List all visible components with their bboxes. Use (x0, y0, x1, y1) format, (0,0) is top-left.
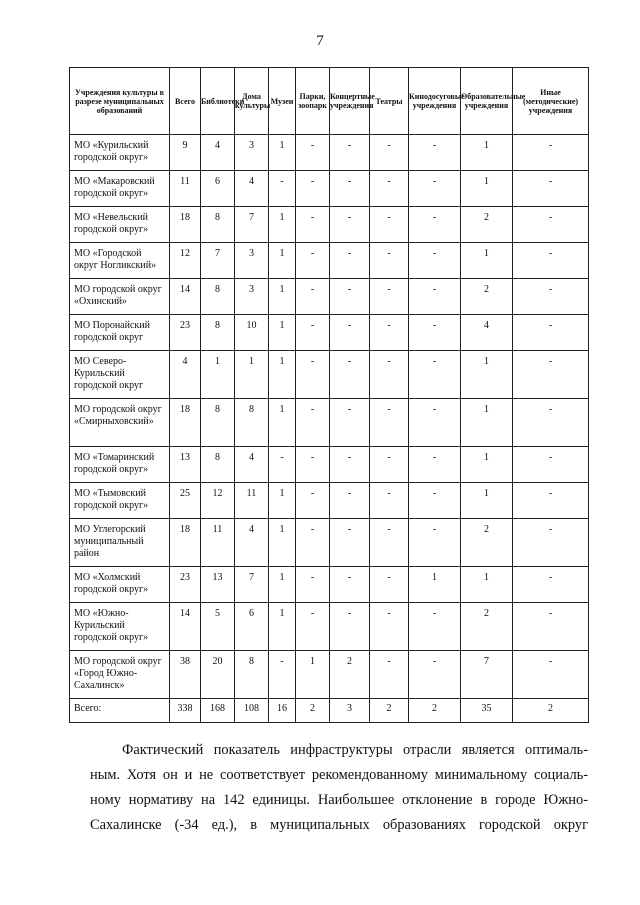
header-theatres: Театры (370, 68, 409, 135)
header-educational: Образовательные учреждения (461, 68, 513, 135)
table-cell: - (370, 207, 409, 243)
header-total: Всего (170, 68, 201, 135)
table-cell: - (513, 279, 589, 315)
table-cell: - (370, 519, 409, 567)
table-cell: 20 (201, 651, 235, 699)
table-cell: 14 (170, 279, 201, 315)
municipality-name: МО Углегорский муниципальный район (70, 519, 170, 567)
table-cell: 11 (201, 519, 235, 567)
table-cell: 1 (461, 171, 513, 207)
table-cell: 8 (201, 399, 235, 447)
table-cell: - (296, 351, 330, 399)
table-cell: - (409, 207, 461, 243)
header-culture-houses: Дома культуры (235, 68, 269, 135)
table-cell: 1 (201, 351, 235, 399)
table-cell: - (409, 651, 461, 699)
table-cell: 5 (201, 603, 235, 651)
table-cell: 1 (269, 351, 296, 399)
header-museums: Музеи (269, 68, 296, 135)
table-cell: 1 (296, 651, 330, 699)
table-cell: - (330, 351, 370, 399)
table-cell: 3 (235, 279, 269, 315)
table-cell: - (296, 519, 330, 567)
table-cell: 2 (461, 279, 513, 315)
table-cell: - (370, 171, 409, 207)
table-cell: - (513, 135, 589, 171)
table-cell: - (409, 483, 461, 519)
table-cell: 1 (409, 567, 461, 603)
table-row (70, 351, 589, 399)
header-concert: Концертные учреждения (330, 68, 370, 135)
table-cell: 2 (461, 603, 513, 651)
table-cell: - (513, 447, 589, 483)
total-cell: 338 (170, 699, 201, 723)
table-cell: 3 (235, 243, 269, 279)
table-cell: 1 (235, 351, 269, 399)
total-cell: 2 (513, 699, 589, 723)
table-cell: - (370, 483, 409, 519)
table-cell: 1 (269, 483, 296, 519)
municipality-name: МО городской округ «Город Южно-Сахалинск» (70, 651, 170, 699)
table-cell: 3 (235, 135, 269, 171)
table-cell: 4 (170, 351, 201, 399)
table-cell: - (513, 243, 589, 279)
table-row (70, 651, 589, 699)
table-cell: 18 (170, 399, 201, 447)
table-cell: 11 (170, 171, 201, 207)
table-cell: 4 (235, 519, 269, 567)
header-other: Иные (методические) учреждения (513, 68, 589, 135)
table-cell: 1 (269, 207, 296, 243)
table-cell: - (513, 567, 589, 603)
total-cell: 3 (330, 699, 370, 723)
table-cell: - (370, 243, 409, 279)
table-cell: 1 (269, 315, 296, 351)
table-cell: - (513, 603, 589, 651)
table-cell: - (513, 519, 589, 567)
table-cell: - (269, 447, 296, 483)
total-cell: 2 (370, 699, 409, 723)
table-cell: 12 (170, 243, 201, 279)
table-cell: 13 (201, 567, 235, 603)
header-libraries: Библиотеки (201, 68, 235, 135)
table-row (70, 207, 589, 243)
table-cell: - (513, 351, 589, 399)
table-cell: - (370, 651, 409, 699)
table-cell: - (296, 567, 330, 603)
table-cell: 14 (170, 603, 201, 651)
table-row (70, 171, 589, 207)
table-cell: 2 (461, 519, 513, 567)
table-cell: 1 (269, 279, 296, 315)
table-cell: - (370, 399, 409, 447)
table-cell: 4 (235, 447, 269, 483)
table-cell: 18 (170, 207, 201, 243)
table-cell: 7 (461, 651, 513, 699)
table-cell: 1 (269, 135, 296, 171)
table-cell: 18 (170, 519, 201, 567)
table-cell: - (330, 135, 370, 171)
table-cell: - (330, 207, 370, 243)
table-cell: - (409, 603, 461, 651)
table-cell: - (330, 567, 370, 603)
table-cell: 4 (235, 171, 269, 207)
table-cell: 4 (461, 315, 513, 351)
table-cell: 1 (269, 603, 296, 651)
table-cell: - (409, 243, 461, 279)
table-cell: 8 (201, 279, 235, 315)
table-cell: - (370, 603, 409, 651)
table-cell: 1 (461, 351, 513, 399)
municipality-name: МО «Городской округ Ногликский» (70, 243, 170, 279)
total-cell: 2 (296, 699, 330, 723)
table-cell: - (330, 519, 370, 567)
table-row (70, 567, 589, 603)
table-cell: 1 (461, 483, 513, 519)
table-cell: 8 (235, 651, 269, 699)
table-cell: - (513, 315, 589, 351)
total-cell: 168 (201, 699, 235, 723)
municipality-name: МО Северо-Курильский городской округ (70, 351, 170, 399)
table-cell: - (296, 135, 330, 171)
total-cell: 35 (461, 699, 513, 723)
table-cell: - (513, 483, 589, 519)
table-cell: - (370, 315, 409, 351)
table-cell: 9 (170, 135, 201, 171)
total-cell: 16 (269, 699, 296, 723)
table-cell: - (296, 315, 330, 351)
table-cell: 2 (461, 207, 513, 243)
table-cell: 2 (330, 651, 370, 699)
table-cell: 8 (235, 399, 269, 447)
table-cell: - (330, 483, 370, 519)
table-cell: 1 (461, 399, 513, 447)
header-cinema: Кинодосуговые учреждения (409, 68, 461, 135)
table-cell: - (330, 315, 370, 351)
table-cell: - (269, 171, 296, 207)
municipality-name: МО «Курильский городской округ» (70, 135, 170, 171)
table-cell: - (409, 171, 461, 207)
table-cell: - (269, 651, 296, 699)
table-row (70, 399, 589, 447)
table-cell: 1 (461, 135, 513, 171)
paragraph-line: ному нормативу на 142 единицы. Наибольшее отклонение в городе Южно- (90, 792, 588, 808)
table-cell: 13 (170, 447, 201, 483)
table-header-row (70, 68, 589, 135)
paragraph-line: Фактический показатель инфраструктуры отрасли является оптималь- (122, 742, 588, 758)
table-cell: - (409, 519, 461, 567)
table-cell: - (296, 399, 330, 447)
table-cell: 8 (201, 315, 235, 351)
table-cell: - (330, 603, 370, 651)
table-cell: 38 (170, 651, 201, 699)
table-cell: - (296, 171, 330, 207)
table-cell: - (296, 483, 330, 519)
table-cell: - (409, 351, 461, 399)
municipality-name: МО «Тымовский городской округ» (70, 483, 170, 519)
table-cell: - (409, 279, 461, 315)
table-cell: 23 (170, 315, 201, 351)
table-cell: - (370, 351, 409, 399)
municipality-name: МО «Невельский городской округ» (70, 207, 170, 243)
table-cell: - (409, 135, 461, 171)
table-cell: - (296, 603, 330, 651)
table-cell: - (409, 315, 461, 351)
table-cell: - (296, 279, 330, 315)
table-cell: 7 (201, 243, 235, 279)
body-paragraph (90, 738, 588, 838)
table-cell: 7 (235, 567, 269, 603)
table-cell: - (409, 447, 461, 483)
table-cell: 1 (269, 399, 296, 447)
table-cell: 1 (461, 567, 513, 603)
table-cell: 10 (235, 315, 269, 351)
table-cell: 4 (201, 135, 235, 171)
table-cell: - (330, 279, 370, 315)
table-cell: - (370, 447, 409, 483)
table-cell: - (330, 243, 370, 279)
total-cell: 108 (235, 699, 269, 723)
header-institutions: Учреждения культуры в разрезе муниципальных образований (70, 68, 170, 135)
table-cell: 11 (235, 483, 269, 519)
header-parks: Парки, зоопарк (296, 68, 330, 135)
municipality-name: МО «Макаровский городской округ» (70, 171, 170, 207)
table-cell: - (330, 399, 370, 447)
table-cell: - (296, 447, 330, 483)
paragraph-line: Сахалинске (-34 ед.), в муниципальных образованиях городской округ (90, 817, 588, 833)
municipality-name: МО «Южно-Курильский городской округ» (70, 603, 170, 651)
municipality-name: МО «Холмский городской округ» (70, 567, 170, 603)
table-row (70, 135, 589, 171)
municipality-name: МО «Томаринский городской округ» (70, 447, 170, 483)
table-cell: 8 (201, 207, 235, 243)
table-cell: 6 (235, 603, 269, 651)
table-cell: - (296, 243, 330, 279)
table-cell: 23 (170, 567, 201, 603)
table-cell: 8 (201, 447, 235, 483)
table-cell: - (330, 447, 370, 483)
municipality-name: МО городской округ «Смирныховский» (70, 399, 170, 447)
table-cell: - (370, 135, 409, 171)
table-cell: - (330, 171, 370, 207)
table-row (70, 315, 589, 351)
table-cell: 1 (461, 243, 513, 279)
table-cell: - (513, 171, 589, 207)
table-row (70, 279, 589, 315)
table-row (70, 603, 589, 651)
table-cell: - (296, 207, 330, 243)
culture-institutions-table (69, 67, 589, 723)
table-cell: 1 (269, 519, 296, 567)
table-cell: - (513, 207, 589, 243)
table-cell: 1 (461, 447, 513, 483)
table-cell: 7 (235, 207, 269, 243)
municipality-name: МО Поронайский городской округ (70, 315, 170, 351)
table-cell: 1 (269, 567, 296, 603)
table-row (70, 447, 589, 483)
page-number: 7 (316, 33, 324, 49)
table-cell: 6 (201, 171, 235, 207)
table-cell: - (513, 651, 589, 699)
table-cell: - (513, 399, 589, 447)
table-row (70, 243, 589, 279)
table-cell: - (409, 399, 461, 447)
table-row (70, 519, 589, 567)
total-label: Всего: (70, 699, 170, 723)
paragraph-line: ным. Хотя он и не соответствует рекомендованному минимальному социаль- (90, 767, 588, 783)
total-cell: 2 (409, 699, 461, 723)
municipality-name: МО городской округ «Охинский» (70, 279, 170, 315)
table-cell: 25 (170, 483, 201, 519)
table-cell: 1 (269, 243, 296, 279)
table-cell: - (370, 567, 409, 603)
table-cell: 12 (201, 483, 235, 519)
total-row (70, 699, 589, 723)
table-cell: - (370, 279, 409, 315)
table-row (70, 483, 589, 519)
